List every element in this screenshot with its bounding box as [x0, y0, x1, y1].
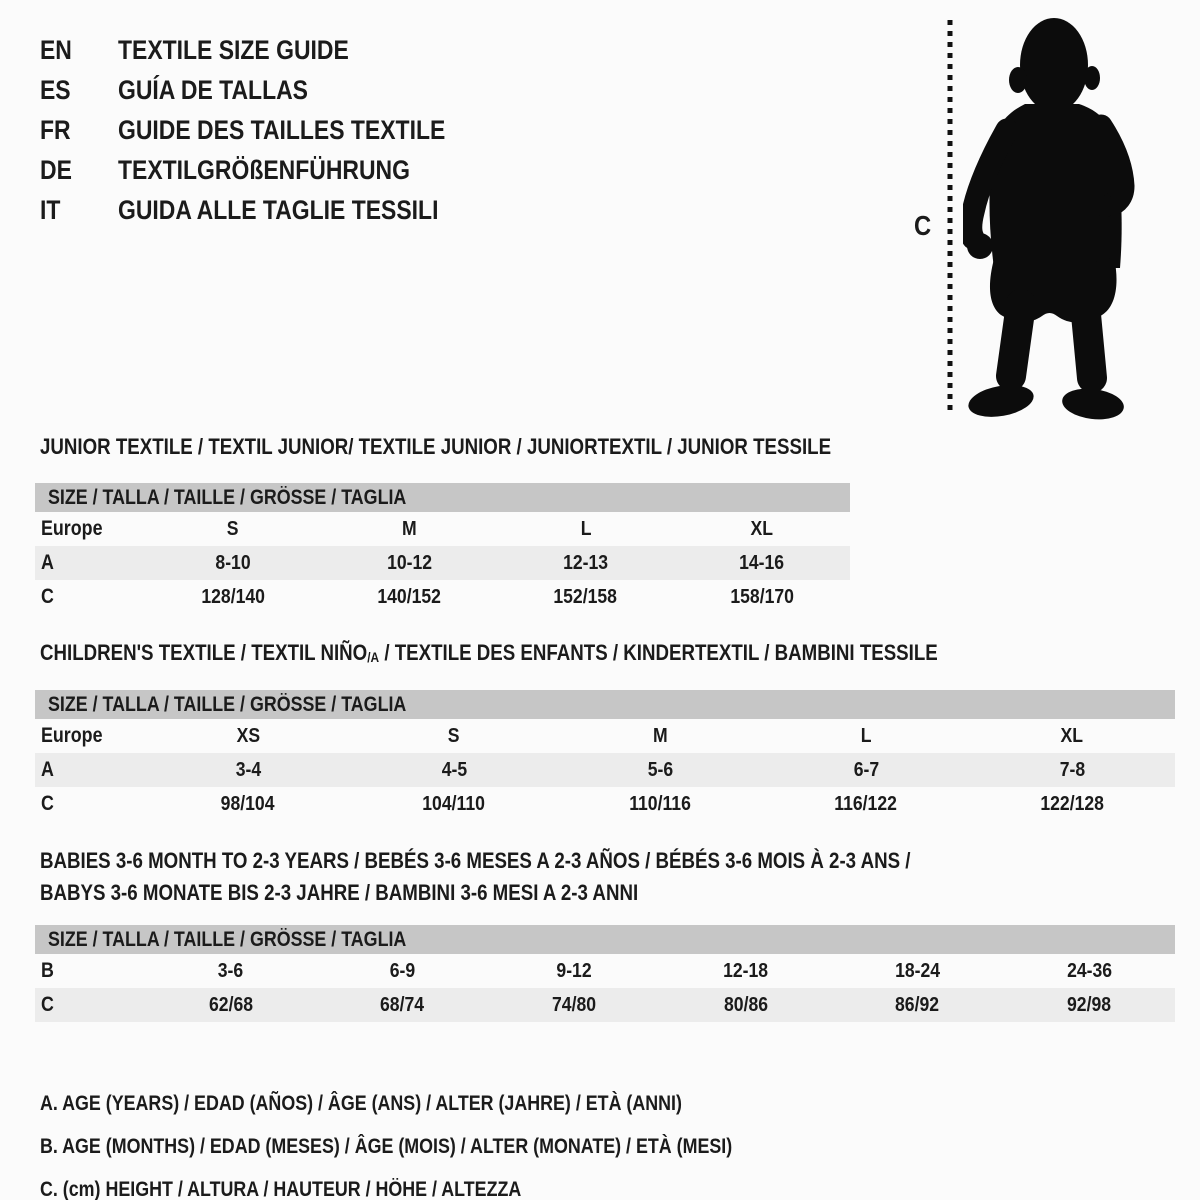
guide-title-fr: GUIDE DES TAILLES TEXTILE	[118, 114, 446, 145]
legend-line-b: B. AGE (MONTHS) / EDAD (MESES) / ÂGE (MOIS) / ALTER (MONATE) / ETÀ (MESI)	[40, 1134, 733, 1158]
language-code: FR	[40, 114, 71, 145]
age-cell: 3-4	[235, 758, 261, 781]
age-cell: 12-13	[563, 551, 609, 574]
height-cell: 74/80	[552, 993, 597, 1016]
row-label: Europe	[41, 517, 103, 540]
age-cell: 5-6	[647, 758, 673, 781]
height-cell: 110/116	[629, 792, 691, 815]
age-cell: 14-16	[739, 551, 785, 574]
row-label: Europe	[41, 724, 103, 747]
row-label: A	[41, 551, 54, 574]
size-cell: L	[580, 517, 592, 540]
age-cell: 6-7	[853, 758, 879, 781]
age-cell: 9-12	[556, 959, 592, 982]
measure-label-c: C	[914, 210, 932, 241]
age-cell: 24-36	[1066, 959, 1112, 982]
age-cell: 7-8	[1059, 758, 1085, 781]
guide-title-de: TEXTILGRÖßENFÜHRUNG	[118, 154, 410, 185]
height-cell: 86/92	[895, 993, 940, 1016]
table-row-age	[35, 753, 1175, 787]
height-cell: 68/74	[380, 993, 425, 1016]
age-cell: 3-6	[218, 959, 244, 982]
size-cell: M	[652, 724, 668, 747]
size-header-bar: SIZE / TALLA / TAILLE / GRÖSSE / TAGLIA	[35, 925, 1175, 954]
size-header-bar: SIZE / TALLA / TAILLE / GRÖSSE / TAGLIA	[35, 483, 850, 512]
height-cell: 152/158	[553, 585, 618, 608]
size-cell: XL	[750, 517, 774, 540]
size-cell: XS	[236, 724, 260, 747]
age-cell: 10-12	[386, 551, 432, 574]
height-cell: 116/122	[834, 792, 898, 815]
junior-size-table	[35, 483, 850, 614]
language-code: ES	[40, 74, 71, 105]
size-cell: S	[227, 517, 239, 540]
height-cell: 62/68	[208, 993, 253, 1016]
height-cell: 104/110	[422, 792, 486, 815]
height-cell: 80/86	[723, 993, 768, 1016]
size-cell: M	[402, 517, 417, 540]
language-code: EN	[40, 34, 72, 65]
children-section-title: CHILDREN'S TEXTILE / TEXTIL NIÑO/A / TEXTILE DES ENFANTS / KINDERTEXTIL / BAMBINI TESSILE	[40, 640, 938, 665]
toddler-silhouette-icon	[963, 16, 1135, 428]
legend-line-a: A. AGE (YEARS) / EDAD (AÑOS) / ÂGE (ANS) / ALTER (JAHRE) / ETÀ (ANNI)	[40, 1091, 682, 1115]
language-title-list	[40, 30, 503, 230]
language-code: IT	[40, 194, 61, 225]
measure-legend	[40, 1082, 854, 1200]
age-cell: 12-18	[723, 959, 769, 982]
row-label: A	[41, 758, 54, 781]
height-cell: 140/152	[377, 585, 442, 608]
table-row-age-months	[35, 954, 1175, 988]
junior-section-title: JUNIOR TEXTILE / TEXTIL JUNIOR/ TEXTILE JUNIOR / JUNIORTEXTIL / JUNIOR TESSILE	[40, 434, 832, 459]
guide-title-it: GUIDA ALLE TAGLIE TESSILI	[118, 194, 439, 225]
language-row-fr	[40, 110, 503, 150]
height-measure-line	[946, 18, 954, 418]
children-size-table	[35, 690, 1175, 821]
size-cell: S	[448, 724, 460, 747]
table-row-height	[35, 988, 1175, 1022]
age-cell: 6-9	[389, 959, 416, 982]
age-cell: 18-24	[895, 959, 941, 982]
age-cell: 8-10	[215, 551, 251, 574]
legend-line-c: C. (cm) HEIGHT / ALTURA / HAUTEUR / HÖHE / ALTEZZA	[40, 1177, 522, 1200]
guide-title-es: GUÍA DE TALLAS	[118, 74, 308, 105]
table-row-height	[35, 580, 850, 614]
height-cell: 92/98	[1067, 993, 1112, 1016]
guide-title-en: TEXTILE SIZE GUIDE	[118, 34, 349, 65]
row-label: C	[41, 585, 54, 608]
size-cell: XL	[1060, 724, 1084, 747]
babies-section-title: BABIES 3-6 MONTH TO 2-3 YEARS / BEBÉS 3-6 MESES A 2-3 AÑOS / BÉBÉS 3-6 MOIS À 2-3 ANS / BABYS 3-6 MONATE BIS 2-3 JAHRE / BAMBINI 3-6 MESI A 2-3 ANNI	[40, 848, 911, 905]
height-cell: 122/128	[1040, 792, 1104, 815]
row-label: C	[41, 792, 54, 815]
size-header-bar: SIZE / TALLA / TAILLE / GRÖSSE / TAGLIA	[35, 690, 1175, 719]
row-label: B	[41, 959, 54, 982]
table-row-age	[35, 546, 850, 580]
babies-size-table	[35, 925, 1175, 1022]
language-row-en	[40, 30, 503, 70]
table-row-europe	[35, 512, 850, 546]
height-cell: 98/104	[221, 792, 275, 815]
age-cell: 4-5	[441, 758, 467, 781]
height-cell: 158/170	[730, 585, 794, 608]
table-row-europe	[35, 719, 1175, 753]
height-cell: 128/140	[201, 585, 265, 608]
table-row-height	[35, 787, 1175, 821]
language-row-de	[40, 150, 503, 190]
language-row-it	[40, 190, 503, 230]
row-label: C	[41, 993, 54, 1016]
size-cell: L	[860, 724, 872, 747]
nino-a-subscript: /A	[367, 649, 380, 665]
language-row-es	[40, 70, 503, 110]
language-code: DE	[40, 154, 72, 185]
